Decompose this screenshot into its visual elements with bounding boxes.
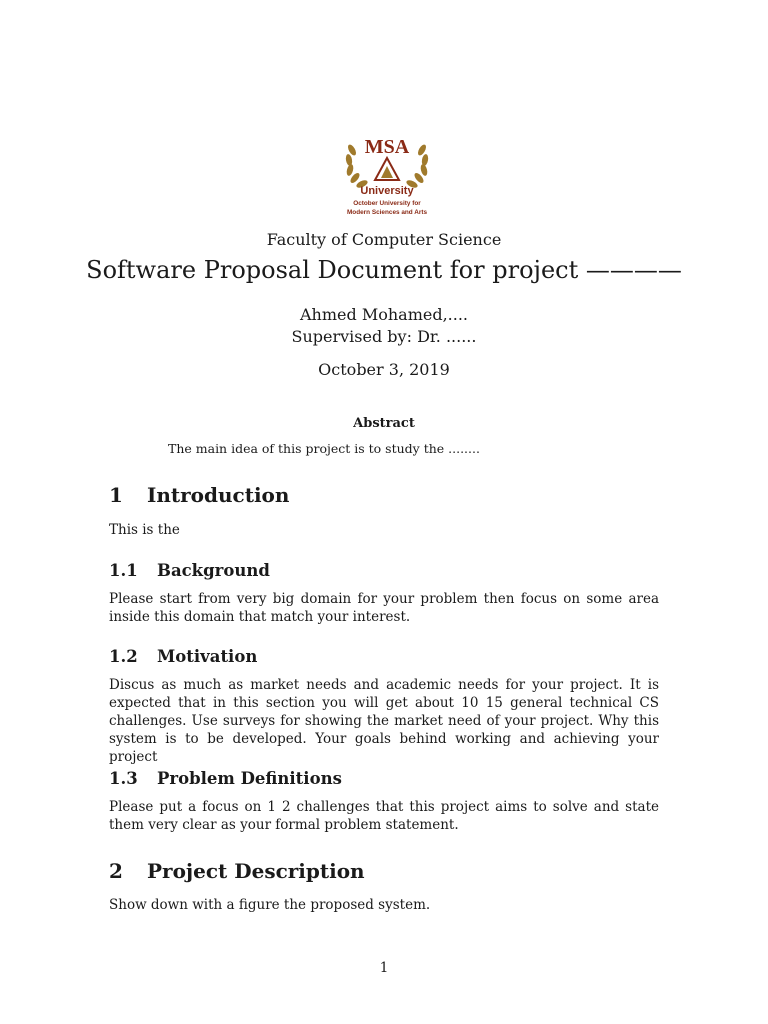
project-description-text: Show down with a figure the proposed system. bbox=[109, 897, 431, 913]
subsection-heading-motivation bbox=[109, 647, 257, 666]
subsection-title: Motivation bbox=[157, 647, 258, 666]
supervisor-line: Supervised by: Dr. ...... bbox=[291, 327, 477, 346]
section-title: Introduction bbox=[147, 483, 290, 507]
abstract-text: The main idea of this project is to study the ........ bbox=[168, 441, 480, 456]
section-number: 2 bbox=[109, 859, 123, 883]
subsection-heading-background bbox=[109, 561, 270, 580]
subsection-number: 1.3 bbox=[109, 769, 138, 788]
msa-university-logo bbox=[342, 128, 432, 220]
problem-definitions-text: Please put a focus on 1 2 challenges that this project aims to solve and state them very clear as your formal problem statement. bbox=[109, 799, 659, 833]
motivation-text: Discus as much as market needs and academic needs for your project. It is expected that in this section you will get about 10 15 general technical CS challenges. Use surveys for showing the market need of your project. Why this system is to be developed. Your goals behind working and achieving your project bbox=[109, 677, 659, 765]
section-number: 1 bbox=[109, 483, 123, 507]
faculty-name: Faculty of Computer Science bbox=[266, 230, 502, 249]
abstract-heading: Abstract bbox=[353, 416, 415, 431]
subsection-title: Background bbox=[157, 561, 270, 580]
logo-line2: Modern Sciences and Arts bbox=[346, 209, 428, 216]
section-heading-project-description bbox=[109, 859, 365, 883]
logo-acronym: MSA bbox=[364, 136, 410, 158]
subsection-number: 1.1 bbox=[109, 561, 138, 580]
introduction-text: This is the bbox=[109, 522, 180, 538]
author-block bbox=[0, 304, 768, 348]
document-date: October 3, 2019 bbox=[318, 360, 450, 379]
document-title: Software Proposal Document for project ———— bbox=[86, 256, 682, 284]
background-text: Please start from very big domain for your problem then focus on some area inside this domain that match your interest. bbox=[109, 591, 659, 625]
subsection-number: 1.2 bbox=[109, 647, 138, 666]
logo-name: University bbox=[360, 185, 414, 197]
author-name: Ahmed Mohamed,.... bbox=[300, 305, 468, 324]
section-heading-introduction bbox=[109, 483, 289, 507]
page-number: 1 bbox=[379, 960, 389, 976]
subsection-title: Problem Definitions bbox=[157, 769, 342, 788]
section-title: Project Description bbox=[147, 859, 365, 883]
logo-line1: October University for bbox=[353, 200, 421, 207]
subsection-heading-problem-definitions bbox=[109, 769, 342, 788]
